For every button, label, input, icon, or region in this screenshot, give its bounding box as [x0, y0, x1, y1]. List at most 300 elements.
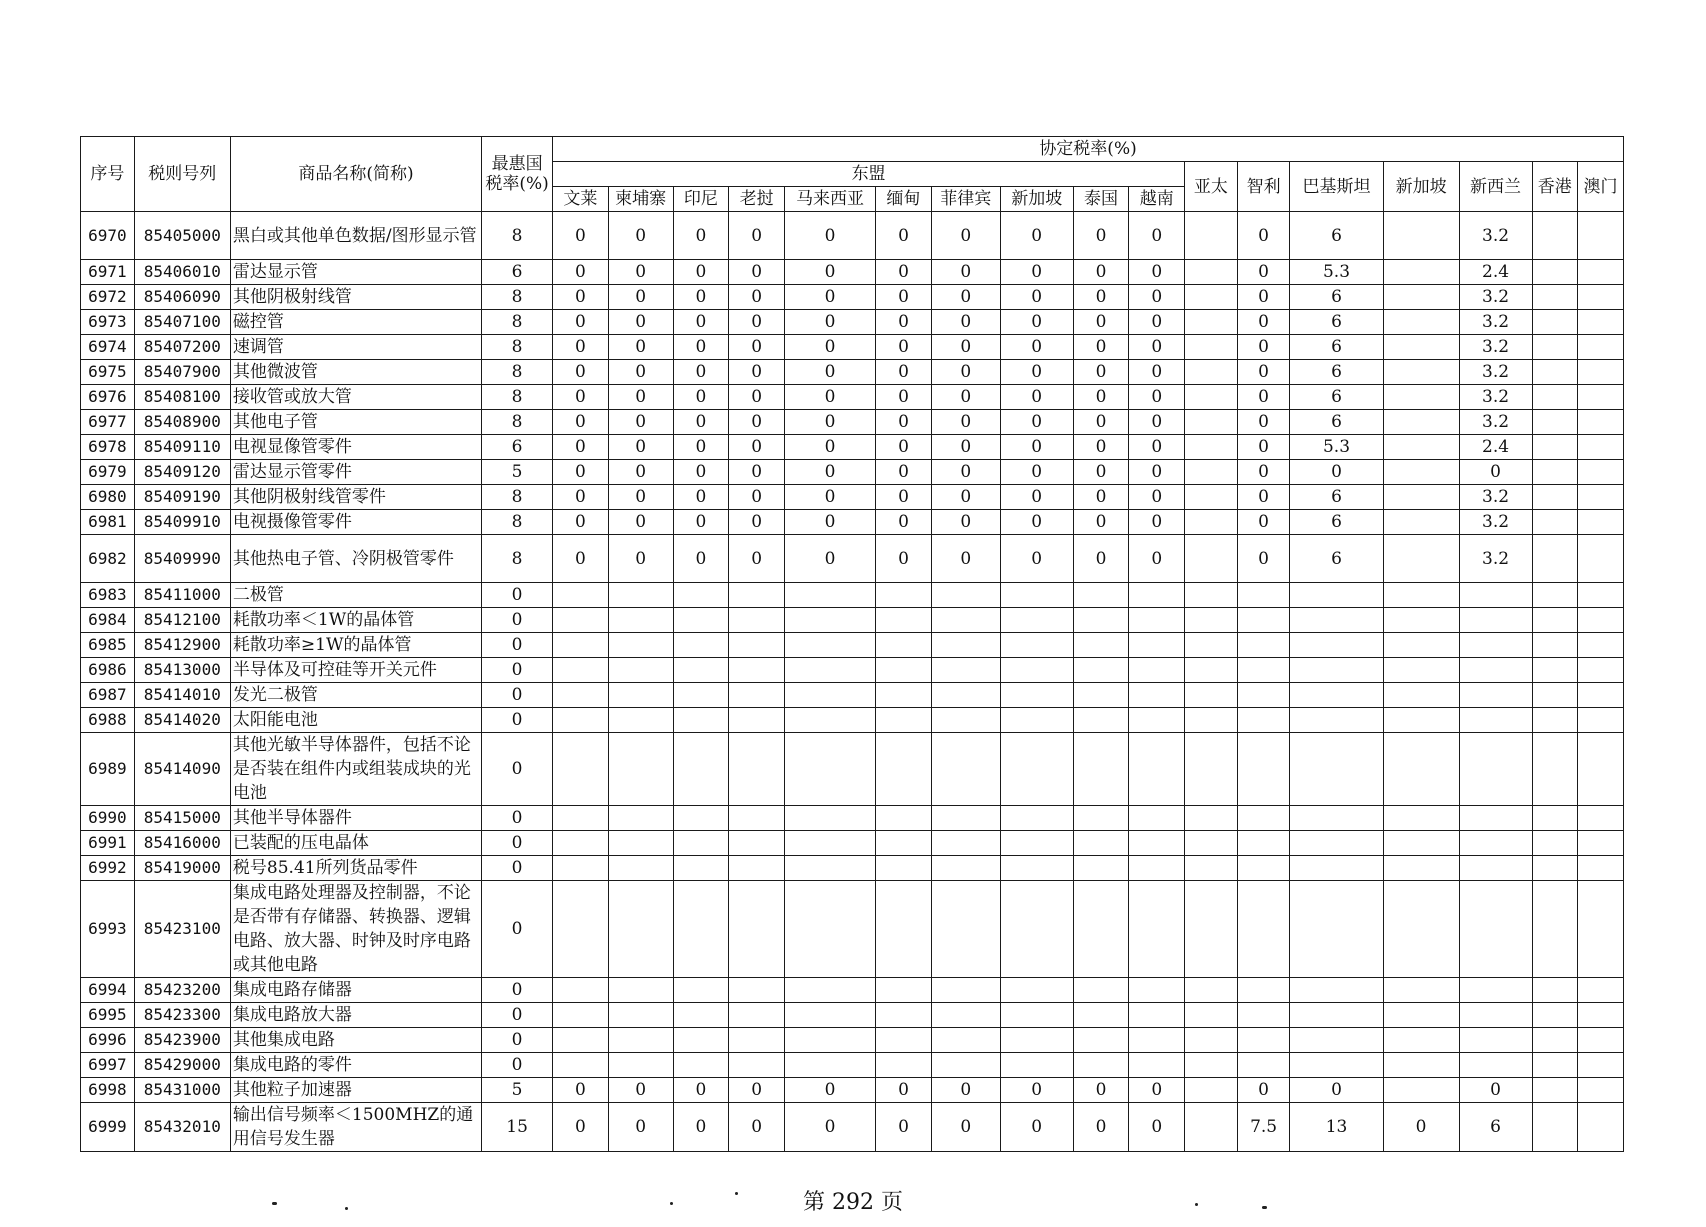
cell-asean-rate: 0	[931, 260, 1000, 285]
cell-asean-rate	[1073, 881, 1129, 978]
cell-pakistan	[1290, 733, 1383, 806]
cell-pakistan	[1290, 583, 1383, 608]
cell-asean-rate	[1073, 683, 1129, 708]
cell-chile	[1237, 1053, 1290, 1078]
cell-asean-rate: 0	[876, 485, 932, 510]
cell-asean-rate	[876, 608, 932, 633]
header-hongkong: 香港	[1532, 162, 1578, 212]
cell-apta	[1185, 978, 1238, 1003]
cell-apta	[1185, 733, 1238, 806]
cell-newzealand	[1459, 583, 1532, 608]
cell-asean-rate	[608, 881, 673, 978]
cell-chile	[1237, 978, 1290, 1003]
cell-asean-rate	[608, 806, 673, 831]
cell-asean-rate	[784, 856, 875, 881]
cell-asean-rate: 0	[608, 385, 673, 410]
cell-asean-rate	[931, 978, 1000, 1003]
cell-asean-rate	[608, 978, 673, 1003]
cell-asean-rate	[729, 831, 785, 856]
cell-hongkong	[1532, 633, 1578, 658]
table-row	[81, 806, 1624, 831]
cell-pakistan: 6	[1290, 410, 1383, 435]
cell-singapore	[1383, 978, 1459, 1003]
cell-asean-rate: 0	[1073, 485, 1129, 510]
header-seq: 序号	[81, 137, 135, 212]
cell-asean-rate: 0	[729, 360, 785, 385]
cell-asean-rate: 0	[876, 285, 932, 310]
cell-asean-rate	[608, 733, 673, 806]
cell-asean-rate	[729, 683, 785, 708]
cell-singapore	[1383, 831, 1459, 856]
table-row	[81, 385, 1624, 410]
cell-seq: 6991	[81, 831, 135, 856]
cell-asean-rate: 0	[876, 410, 932, 435]
cell-seq: 6989	[81, 733, 135, 806]
cell-newzealand	[1459, 683, 1532, 708]
table-row	[81, 831, 1624, 856]
cell-asean-rate	[673, 1028, 729, 1053]
cell-asean-rate	[673, 658, 729, 683]
cell-pakistan: 0	[1290, 460, 1383, 485]
cell-asean-rate: 0	[673, 410, 729, 435]
cell-newzealand: 0	[1459, 460, 1532, 485]
cell-name: 输出信号频率＜1500MHZ的通用信号发生器	[230, 1103, 481, 1152]
cell-newzealand: 0	[1459, 1078, 1532, 1103]
cell-asean-rate: 0	[876, 385, 932, 410]
cell-apta	[1185, 633, 1238, 658]
cell-asean-rate	[1073, 831, 1129, 856]
cell-asean-rate: 0	[1073, 285, 1129, 310]
cell-asean-rate	[608, 1003, 673, 1028]
cell-code: 85405000	[134, 212, 230, 260]
cell-macau	[1578, 806, 1624, 831]
cell-asean-rate: 0	[1073, 212, 1129, 260]
table-row	[81, 212, 1624, 260]
cell-asean-rate: 0	[1000, 335, 1073, 360]
cell-name: 发光二极管	[230, 683, 481, 708]
cell-name: 其他光敏半导体器件，包括不论是否装在组件内或组装成块的光电池	[230, 733, 481, 806]
table-row	[81, 1103, 1624, 1152]
cell-pakistan	[1290, 806, 1383, 831]
cell-asean-rate	[1129, 1053, 1185, 1078]
cell-asean-rate: 0	[608, 460, 673, 485]
cell-newzealand: 3.2	[1459, 360, 1532, 385]
cell-code: 85413000	[134, 658, 230, 683]
cell-asean-rate: 0	[729, 485, 785, 510]
cell-asean-rate: 0	[553, 460, 609, 485]
cell-asean-rate: 0	[608, 310, 673, 335]
cell-code: 85409110	[134, 435, 230, 460]
cell-apta	[1185, 608, 1238, 633]
cell-asean-rate	[931, 583, 1000, 608]
header-asean-country: 马来西亚	[784, 187, 875, 212]
cell-singapore	[1383, 310, 1459, 335]
cell-asean-rate	[1129, 708, 1185, 733]
cell-singapore	[1383, 881, 1459, 978]
cell-name: 磁控管	[230, 310, 481, 335]
cell-mfn: 6	[482, 435, 553, 460]
table-row	[81, 856, 1624, 881]
cell-asean-rate	[931, 1053, 1000, 1078]
cell-hongkong	[1532, 658, 1578, 683]
cell-asean-rate: 0	[1073, 385, 1129, 410]
cell-asean-rate	[1073, 708, 1129, 733]
cell-pakistan: 6	[1290, 285, 1383, 310]
cell-macau	[1578, 683, 1624, 708]
cell-code: 85423100	[134, 881, 230, 978]
cell-asean-rate	[608, 831, 673, 856]
cell-asean-rate	[1000, 683, 1073, 708]
cell-name: 半导体及可控硅等开关元件	[230, 658, 481, 683]
cell-singapore	[1383, 683, 1459, 708]
cell-asean-rate	[553, 881, 609, 978]
cell-asean-rate	[784, 806, 875, 831]
cell-mfn: 0	[482, 856, 553, 881]
cell-asean-rate	[1129, 1028, 1185, 1053]
cell-chile: 0	[1237, 335, 1290, 360]
cell-code: 85408100	[134, 385, 230, 410]
cell-asean-rate	[1129, 806, 1185, 831]
cell-code: 85407100	[134, 310, 230, 335]
cell-asean-rate: 0	[553, 510, 609, 535]
cell-chile: 0	[1237, 212, 1290, 260]
cell-apta	[1185, 510, 1238, 535]
cell-macau	[1578, 733, 1624, 806]
cell-asean-rate: 0	[553, 285, 609, 310]
cell-hongkong	[1532, 410, 1578, 435]
cell-apta	[1185, 831, 1238, 856]
cell-asean-rate: 0	[553, 410, 609, 435]
cell-macau	[1578, 1053, 1624, 1078]
cell-singapore	[1383, 806, 1459, 831]
table-row	[81, 633, 1624, 658]
cell-newzealand: 3.2	[1459, 212, 1532, 260]
cell-asean-rate: 0	[553, 435, 609, 460]
cell-asean-rate	[673, 633, 729, 658]
cell-newzealand: 3.2	[1459, 535, 1532, 583]
cell-hongkong	[1532, 1003, 1578, 1028]
cell-seq: 6999	[81, 1103, 135, 1152]
cell-newzealand: 3.2	[1459, 310, 1532, 335]
cell-asean-rate: 0	[553, 335, 609, 360]
cell-asean-rate: 0	[1129, 485, 1185, 510]
cell-mfn: 0	[482, 881, 553, 978]
cell-seq: 6971	[81, 260, 135, 285]
cell-asean-rate: 0	[1129, 212, 1185, 260]
cell-pakistan: 5.3	[1290, 260, 1383, 285]
cell-asean-rate: 0	[1129, 435, 1185, 460]
cell-asean-rate	[876, 683, 932, 708]
cell-asean-rate	[673, 856, 729, 881]
cell-asean-rate: 0	[1000, 1103, 1073, 1152]
cell-pakistan: 6	[1290, 535, 1383, 583]
cell-asean-rate	[1129, 683, 1185, 708]
cell-asean-rate: 0	[673, 385, 729, 410]
cell-mfn: 0	[482, 978, 553, 1003]
table-row	[81, 658, 1624, 683]
cell-mfn: 5	[482, 460, 553, 485]
cell-macau	[1578, 410, 1624, 435]
cell-asean-rate	[931, 708, 1000, 733]
cell-asean-rate	[784, 881, 875, 978]
cell-seq: 6988	[81, 708, 135, 733]
cell-asean-rate: 0	[1129, 1103, 1185, 1152]
cell-asean-rate	[1000, 708, 1073, 733]
cell-seq: 6980	[81, 485, 135, 510]
cell-chile: 0	[1237, 360, 1290, 385]
table-row	[81, 978, 1624, 1003]
cell-asean-rate	[1073, 1028, 1129, 1053]
cell-asean-rate	[553, 708, 609, 733]
cell-asean-rate	[729, 1028, 785, 1053]
cell-seq: 6983	[81, 583, 135, 608]
cell-chile: 0	[1237, 410, 1290, 435]
tariff-table-page	[80, 136, 1624, 1152]
cell-chile	[1237, 683, 1290, 708]
cell-asean-rate	[1000, 831, 1073, 856]
cell-singapore	[1383, 460, 1459, 485]
cell-asean-rate	[931, 856, 1000, 881]
cell-asean-rate	[553, 1028, 609, 1053]
cell-asean-rate	[1000, 633, 1073, 658]
cell-asean-rate: 0	[608, 212, 673, 260]
cell-newzealand	[1459, 831, 1532, 856]
cell-asean-rate: 0	[553, 485, 609, 510]
cell-asean-rate	[729, 608, 785, 633]
cell-singapore	[1383, 658, 1459, 683]
cell-asean-rate: 0	[729, 535, 785, 583]
cell-apta	[1185, 658, 1238, 683]
cell-name: 接收管或放大管	[230, 385, 481, 410]
cell-asean-rate: 0	[608, 335, 673, 360]
cell-macau	[1578, 856, 1624, 881]
cell-asean-rate	[784, 708, 875, 733]
cell-asean-rate	[553, 683, 609, 708]
cell-chile: 7.5	[1237, 1103, 1290, 1152]
cell-macau	[1578, 460, 1624, 485]
cell-hongkong	[1532, 683, 1578, 708]
cell-asean-rate	[608, 583, 673, 608]
cell-apta	[1185, 856, 1238, 881]
cell-asean-rate: 0	[673, 310, 729, 335]
cell-asean-rate: 0	[553, 360, 609, 385]
cell-asean-rate	[729, 806, 785, 831]
cell-singapore	[1383, 385, 1459, 410]
cell-apta	[1185, 460, 1238, 485]
cell-asean-rate: 0	[1000, 460, 1073, 485]
cell-macau	[1578, 510, 1624, 535]
cell-asean-rate: 0	[673, 1078, 729, 1103]
cell-singapore	[1383, 410, 1459, 435]
cell-mfn: 0	[482, 1053, 553, 1078]
cell-mfn: 0	[482, 1003, 553, 1028]
cell-asean-rate: 0	[931, 510, 1000, 535]
cell-code: 85415000	[134, 806, 230, 831]
cell-asean-rate: 0	[876, 360, 932, 385]
cell-pakistan: 6	[1290, 485, 1383, 510]
header-agreement: 协定税率(%)	[553, 137, 1624, 162]
cell-pakistan: 13	[1290, 1103, 1383, 1152]
cell-asean-rate: 0	[1000, 212, 1073, 260]
cell-asean-rate	[1073, 1003, 1129, 1028]
cell-asean-rate	[1129, 583, 1185, 608]
cell-asean-rate	[784, 608, 875, 633]
header-asean-country: 缅甸	[876, 187, 932, 212]
cell-seq: 6981	[81, 510, 135, 535]
cell-name: 集成电路存储器	[230, 978, 481, 1003]
cell-asean-rate: 0	[931, 285, 1000, 310]
cell-chile: 0	[1237, 460, 1290, 485]
table-row	[81, 708, 1624, 733]
cell-asean-rate: 0	[931, 360, 1000, 385]
cell-hongkong	[1532, 1053, 1578, 1078]
header-asean-country: 文莱	[553, 187, 609, 212]
header-newzealand: 新西兰	[1459, 162, 1532, 212]
cell-name: 其他半导体器件	[230, 806, 481, 831]
cell-mfn: 0	[482, 633, 553, 658]
cell-asean-rate	[784, 1003, 875, 1028]
cell-hongkong	[1532, 385, 1578, 410]
cell-chile: 0	[1237, 285, 1290, 310]
cell-macau	[1578, 260, 1624, 285]
cell-asean-rate	[729, 978, 785, 1003]
cell-asean-rate	[1000, 658, 1073, 683]
cell-macau	[1578, 435, 1624, 460]
cell-code: 85409120	[134, 460, 230, 485]
cell-newzealand	[1459, 1053, 1532, 1078]
table-row	[81, 335, 1624, 360]
cell-asean-rate	[729, 881, 785, 978]
cell-mfn: 0	[482, 608, 553, 633]
cell-seq: 6984	[81, 608, 135, 633]
cell-asean-rate	[553, 733, 609, 806]
cell-chile	[1237, 708, 1290, 733]
cell-code: 85419000	[134, 856, 230, 881]
cell-apta	[1185, 708, 1238, 733]
cell-asean-rate	[673, 1003, 729, 1028]
cell-asean-rate	[1000, 1003, 1073, 1028]
cell-mfn: 8	[482, 212, 553, 260]
cell-asean-rate	[784, 978, 875, 1003]
cell-asean-rate: 0	[673, 510, 729, 535]
cell-asean-rate	[784, 831, 875, 856]
cell-apta	[1185, 1078, 1238, 1103]
cell-seq: 6986	[81, 658, 135, 683]
cell-code: 85416000	[134, 831, 230, 856]
cell-asean-rate	[729, 708, 785, 733]
cell-hongkong	[1532, 1028, 1578, 1053]
cell-pakistan	[1290, 658, 1383, 683]
cell-asean-rate	[876, 1053, 932, 1078]
cell-mfn: 0	[482, 658, 553, 683]
cell-seq: 6994	[81, 978, 135, 1003]
cell-singapore	[1383, 1003, 1459, 1028]
cell-macau	[1578, 212, 1624, 260]
cell-asean-rate: 0	[931, 535, 1000, 583]
cell-asean-rate	[931, 633, 1000, 658]
cell-asean-rate	[876, 1028, 932, 1053]
cell-mfn: 0	[482, 831, 553, 856]
cell-name: 耗散功率≥1W的晶体管	[230, 633, 481, 658]
cell-asean-rate	[673, 733, 729, 806]
cell-asean-rate: 0	[673, 460, 729, 485]
cell-asean-rate	[608, 683, 673, 708]
cell-asean-rate: 0	[931, 1103, 1000, 1152]
cell-hongkong	[1532, 733, 1578, 806]
cell-mfn: 8	[482, 285, 553, 310]
cell-seq: 6972	[81, 285, 135, 310]
cell-hongkong	[1532, 260, 1578, 285]
cell-asean-rate	[1073, 633, 1129, 658]
cell-asean-rate: 0	[553, 260, 609, 285]
cell-singapore	[1383, 733, 1459, 806]
table-row	[81, 881, 1624, 978]
cell-chile	[1237, 831, 1290, 856]
cell-singapore	[1383, 285, 1459, 310]
cell-asean-rate: 0	[729, 310, 785, 335]
cell-apta	[1185, 285, 1238, 310]
cell-macau	[1578, 335, 1624, 360]
cell-asean-rate	[729, 633, 785, 658]
cell-asean-rate: 0	[1129, 410, 1185, 435]
cell-pakistan	[1290, 881, 1383, 978]
cell-pakistan: 6	[1290, 335, 1383, 360]
table-row	[81, 583, 1624, 608]
header-asean-country: 新加坡	[1000, 187, 1073, 212]
cell-asean-rate	[673, 683, 729, 708]
cell-macau	[1578, 485, 1624, 510]
cell-asean-rate: 0	[1073, 360, 1129, 385]
cell-mfn: 8	[482, 335, 553, 360]
cell-chile	[1237, 806, 1290, 831]
cell-chile	[1237, 658, 1290, 683]
cell-name: 速调管	[230, 335, 481, 360]
cell-asean-rate: 0	[608, 1078, 673, 1103]
cell-asean-rate: 0	[876, 1078, 932, 1103]
cell-name: 电视显像管零件	[230, 435, 481, 460]
cell-asean-rate: 0	[1000, 485, 1073, 510]
cell-singapore	[1383, 1028, 1459, 1053]
cell-asean-rate	[876, 856, 932, 881]
cell-hongkong	[1532, 535, 1578, 583]
cell-asean-rate	[608, 1053, 673, 1078]
table-row	[81, 310, 1624, 335]
cell-asean-rate	[553, 583, 609, 608]
cell-asean-rate	[729, 733, 785, 806]
cell-macau	[1578, 881, 1624, 978]
cell-asean-rate	[673, 831, 729, 856]
cell-asean-rate	[608, 708, 673, 733]
cell-hongkong	[1532, 460, 1578, 485]
cell-code: 85407200	[134, 335, 230, 360]
cell-asean-rate	[1073, 733, 1129, 806]
cell-asean-rate: 0	[1000, 285, 1073, 310]
cell-mfn: 15	[482, 1103, 553, 1152]
cell-macau	[1578, 1028, 1624, 1053]
cell-asean-rate: 0	[784, 285, 875, 310]
table-row	[81, 260, 1624, 285]
cell-asean-rate	[553, 978, 609, 1003]
cell-asean-rate: 0	[553, 212, 609, 260]
cell-chile: 0	[1237, 385, 1290, 410]
cell-asean-rate	[1000, 583, 1073, 608]
table-row	[81, 733, 1624, 806]
cell-asean-rate	[931, 658, 1000, 683]
cell-singapore	[1383, 583, 1459, 608]
cell-macau	[1578, 1078, 1624, 1103]
cell-asean-rate	[931, 683, 1000, 708]
cell-asean-rate	[1129, 733, 1185, 806]
